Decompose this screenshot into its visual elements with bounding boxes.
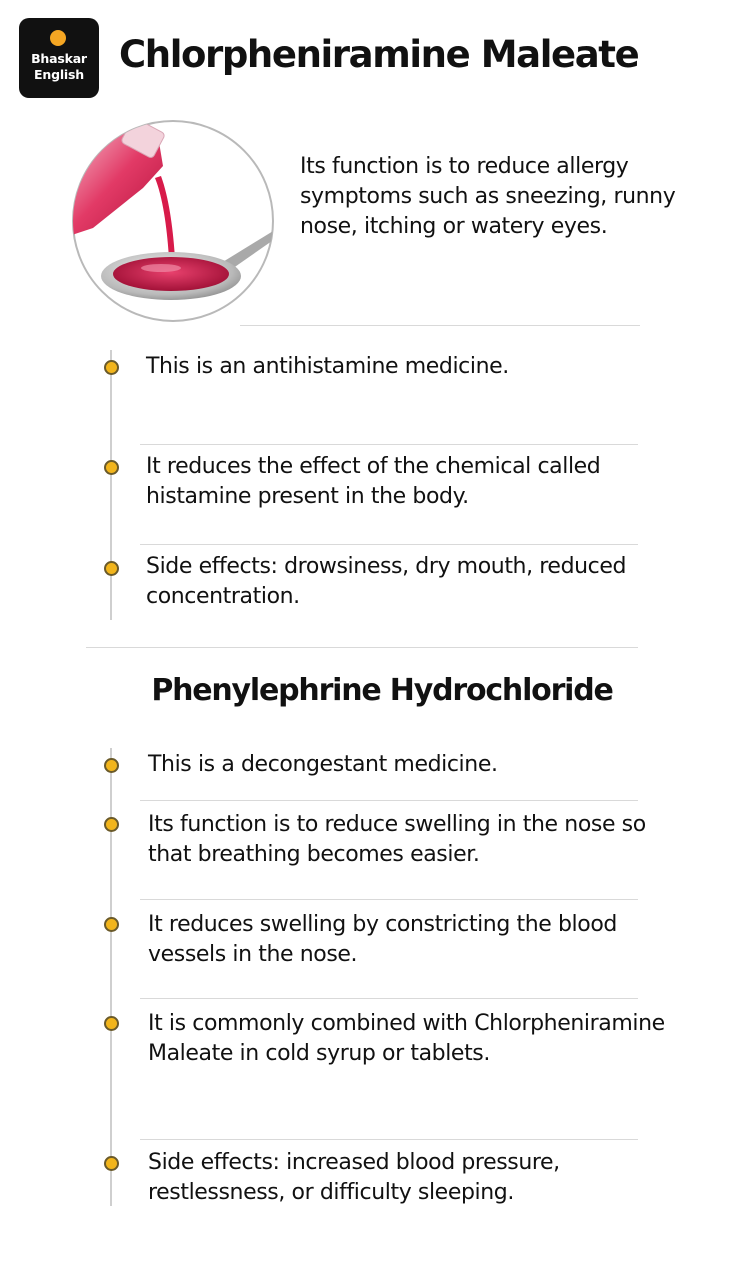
- section1-item: This is an antihistamine medicine.: [146, 354, 509, 379]
- bullet-dot-icon: [104, 1156, 119, 1171]
- divider-item: [140, 899, 638, 900]
- divider-item: [140, 444, 638, 445]
- bullet-dot-icon: [104, 360, 119, 375]
- logo-dot-icon: [50, 30, 66, 46]
- divider-intro: [240, 325, 640, 326]
- intro-text: Its function is to reduce allergy symptoms such as sneezing, runny nose, itching or watery eyes.: [300, 154, 676, 239]
- section2-item: Its function is to reduce swelling in the nose so that breathing becomes easier.: [148, 812, 646, 867]
- divider-item: [140, 998, 638, 999]
- section2-item: Side effects: increased blood pressure, restlessness, or difficulty sleeping.: [148, 1150, 560, 1205]
- bullet-dot-icon: [104, 917, 119, 932]
- brand-line-1: Bhaskar: [31, 51, 87, 66]
- divider-item: [140, 544, 638, 545]
- divider-item: [140, 1139, 638, 1140]
- bullet-dot-icon: [104, 460, 119, 475]
- page-title: Chlorpheniramine Maleate: [119, 33, 639, 76]
- divider-item: [140, 800, 638, 801]
- bullet-dot-icon: [104, 817, 119, 832]
- bullet-dot-icon: [104, 758, 119, 773]
- section1-item: Side effects: drowsiness, dry mouth, reduced concentration.: [146, 554, 627, 609]
- section-divider: [86, 647, 638, 648]
- syrup-spoon-image: [63, 118, 283, 324]
- timeline-line-1: [110, 350, 112, 620]
- bullet-dot-icon: [104, 561, 119, 576]
- brand-line-2: English: [34, 67, 84, 82]
- section2-item: It is commonly combined with Chlorpheniramine Maleate in cold syrup or tablets.: [148, 1011, 665, 1066]
- brand-logo: [19, 18, 99, 98]
- section2-title: Phenylephrine Hydrochloride: [151, 673, 613, 708]
- bullet-dot-icon: [104, 1016, 119, 1031]
- section2-item: This is a decongestant medicine.: [148, 752, 498, 777]
- section1-item: It reduces the effect of the chemical called histamine present in the body.: [146, 454, 601, 509]
- section2-item: It reduces swelling by constricting the blood vessels in the nose.: [148, 912, 617, 967]
